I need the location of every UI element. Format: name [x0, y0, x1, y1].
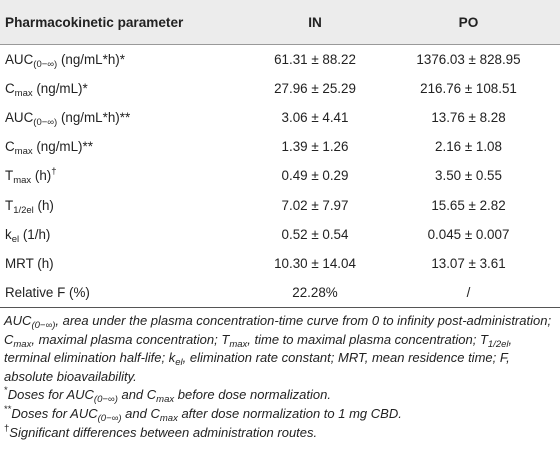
param-rest: (ng/mL)* [32, 81, 88, 97]
table-row [0, 190, 560, 219]
fn2-b: and [121, 405, 151, 421]
fn1-a: Doses for [7, 387, 67, 403]
param-sub: max [13, 175, 32, 187]
header-in: IN [253, 0, 377, 45]
abbr-auc: AUC [4, 313, 32, 328]
abbr-text-d: , time to maximal plasma concentration; [247, 331, 480, 347]
param-rest: (h) [31, 168, 52, 184]
fn1-d: before dose normalization. [174, 387, 331, 403]
header-po: PO [377, 0, 560, 45]
fn1-c: C [146, 387, 157, 403]
row-parameter [0, 161, 253, 190]
row-in-value: 27.96 ± 25.29 [274, 81, 356, 97]
row-parameter [0, 278, 253, 308]
param-base: T [5, 168, 14, 184]
row-parameter [0, 220, 253, 249]
row-in-value: 7.02 ± 7.97 [281, 197, 349, 213]
fn1-mark: * [4, 385, 8, 397]
param-base: C [5, 139, 15, 155]
abbr-t-sub: max [229, 338, 248, 350]
row-po-value: 0.045 ± 0.007 [427, 226, 510, 242]
fn1-c-sub: max [156, 394, 175, 406]
abbr-k-sub: el [175, 357, 183, 369]
table-body [0, 45, 560, 308]
fn3-a: Significant differences between administration routes. [9, 424, 318, 440]
table-row [0, 249, 560, 278]
footnote-double-asterisk [4, 405, 556, 424]
param-base: k [5, 226, 12, 242]
row-parameter [0, 190, 253, 219]
param-sub: max [14, 88, 33, 100]
row-po-value: 3.50 ± 0.55 [435, 168, 502, 184]
fn2-auc: AUC [70, 405, 98, 421]
param-base: T [5, 197, 14, 213]
param-rest: (1/h) [19, 226, 51, 242]
table-header [0, 0, 560, 45]
row-po-value: 2.16 ± 1.08 [435, 139, 502, 155]
abbr-text-a: , area under the plasma concentration-time curve from 0 to infinity post-administration; [55, 313, 552, 328]
param-sup-dagger: † [51, 166, 57, 178]
row-po-value: 15.65 ± 2.82 [431, 197, 506, 213]
fn1-auc-sub: (0−∞) [93, 394, 118, 406]
abbr-t: T [221, 331, 230, 347]
param-sub: max [14, 146, 33, 158]
fn2-c: C [150, 405, 160, 421]
fn2-d: after dose normalization to 1 mg CBD. [177, 405, 402, 421]
abbr-k: k [168, 350, 176, 366]
fn2-auc-sub: (0−∞) [97, 412, 122, 424]
row-in-value: 1.39 ± 1.26 [281, 139, 349, 155]
fn2-a: Doses for [11, 405, 71, 421]
row-po-value: 13.76 ± 8.28 [431, 110, 506, 126]
header-row [0, 0, 560, 45]
row-in-value: 3.06 ± 4.41 [281, 110, 349, 126]
fn2-c-sub: max [159, 412, 178, 424]
fn2-mark: ** [4, 403, 12, 415]
table-row [0, 74, 560, 103]
param-base: AUC [5, 52, 34, 68]
param-rest: (ng/mL*h)** [57, 110, 131, 126]
row-in-value: 0.52 ± 0.54 [281, 226, 349, 242]
row-po-value: / [377, 278, 560, 308]
fn3-mark: † [4, 422, 10, 434]
abbr-text-e: , terminal elimination half-life; [4, 331, 513, 366]
table-row [0, 278, 560, 308]
row-po-value: 13.07 ± 3.61 [431, 255, 506, 271]
fn1-b: and [117, 387, 147, 403]
row-parameter [0, 249, 253, 278]
param-sub: (0−∞) [33, 59, 58, 71]
param-sub: (0−∞) [33, 117, 58, 129]
footnote-single-asterisk [4, 386, 556, 405]
row-parameter [0, 45, 253, 75]
abbr-t2-sub: 1/2el [487, 338, 509, 350]
row-in-value: 0.49 ± 0.29 [281, 168, 349, 184]
param-base: MRT (h) [5, 255, 54, 271]
param-base: C [5, 81, 15, 97]
table-notes [4, 312, 556, 442]
row-parameter [0, 74, 253, 103]
abbr-c-sub: max [13, 338, 32, 350]
abbr-t2: T [479, 331, 488, 347]
table-row [0, 220, 560, 249]
row-in-value: 22.28% [253, 278, 377, 308]
table-row [0, 103, 560, 132]
param-sub: 1/2el [13, 204, 34, 216]
footnote-dagger [4, 424, 556, 443]
table-row [0, 161, 560, 190]
row-parameter [0, 103, 253, 132]
abbr-auc-sub: (0−∞) [31, 320, 56, 331]
param-base: Relative F (%) [5, 284, 90, 300]
abbreviation-note [4, 312, 556, 386]
row-parameter [0, 132, 253, 161]
header-parameter: Pharmacokinetic parameter [0, 0, 253, 45]
param-base: AUC [5, 110, 34, 126]
param-rest: (ng/mL*h)* [57, 52, 125, 68]
param-sub: el [11, 233, 20, 245]
row-po-value: 216.76 ± 108.51 [420, 81, 517, 97]
table-row [0, 45, 560, 75]
fn1-auc: AUC [66, 387, 94, 403]
row-in-value: 61.31 ± 88.22 [274, 52, 356, 68]
abbr-c: C [4, 331, 14, 347]
row-in-value: 10.30 ± 14.04 [274, 255, 356, 271]
param-rest: (h) [33, 197, 54, 213]
abbr-text-f: , elimination rate constant; MRT, mean residence time; F, absolute bioavailability. [4, 350, 510, 384]
table-row [0, 132, 560, 161]
abbr-text-b: , maximal plasma concentration; [31, 331, 222, 347]
param-rest: (ng/mL)** [32, 139, 93, 155]
row-po-value: 1376.03 ± 828.95 [416, 52, 521, 68]
